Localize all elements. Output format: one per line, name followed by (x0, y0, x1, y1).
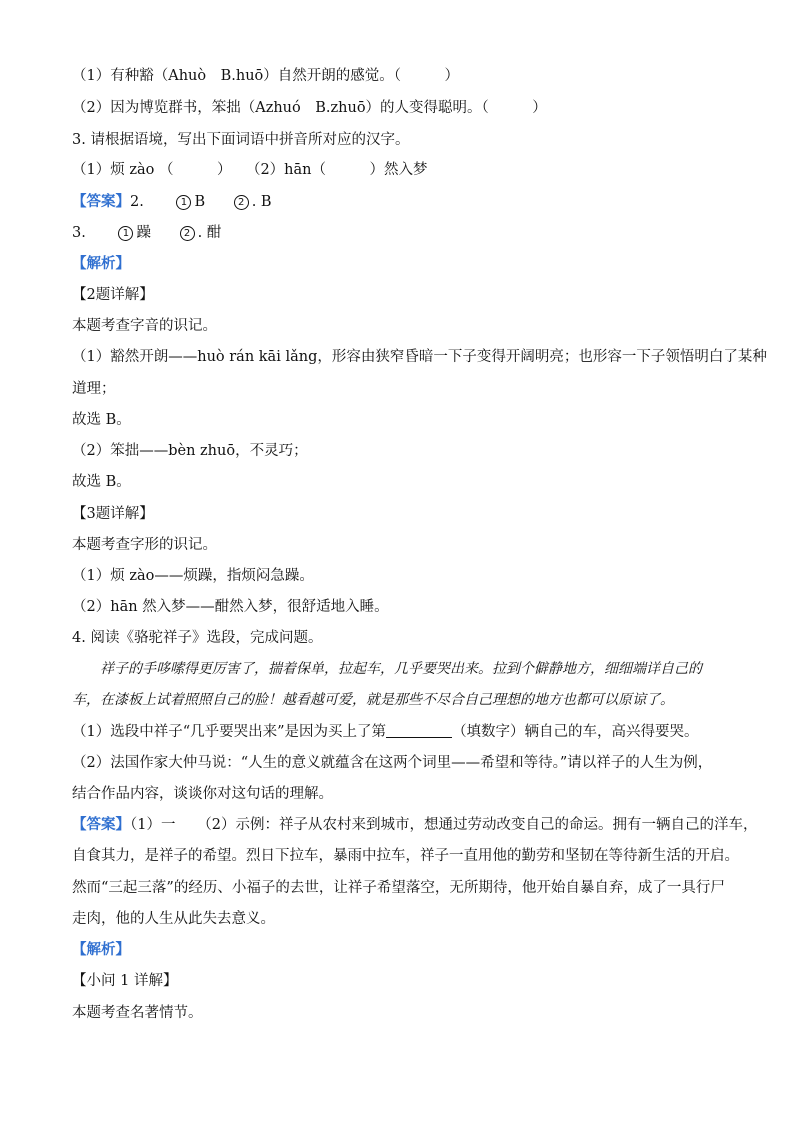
question-3-prompt: 3. 请根据语境，写出下面词语中拼音所对应的汉字。 (72, 132, 410, 148)
question-2-1: （1）有种豁（Ahuò B.huō）自然开朗的感觉。（ ） (72, 68, 460, 84)
circled-number-2: 2 (180, 226, 195, 241)
answer-tag: 【答案】 (72, 816, 130, 833)
question-4-1 (72, 722, 734, 742)
answer-3-2: . 酣 (197, 225, 222, 241)
answer-2-1: B (194, 194, 206, 210)
circled-number-2: 2 (234, 195, 249, 210)
body-line: （2）hān 然入梦——酣然入梦，很舒适地入睡。 (72, 599, 389, 615)
question-3-items: （1）烦 zào （ ） （2）hān（ ）然入梦 (72, 162, 428, 178)
answer-3-1: 躁 (136, 225, 151, 241)
answer-tag: 【答案】 (72, 193, 130, 210)
question-4-2: 结合作品内容，谈谈你对这句话的理解。 (72, 786, 333, 802)
excerpt-line: 车，在漆板上试着照照自己的脸！越看越可爱，就是那些不尽合自己理想的地方也都可以原谅了。 (72, 692, 674, 708)
answer-3-qnum: 3. (72, 225, 86, 241)
answer-4-line: （1）一 （2）示例：祥子从农村来到城市，想通过劳动改变自己的命运。拥有一辆自己的洋车， (130, 817, 758, 833)
answer-4 (72, 815, 758, 835)
answer-2-qnum: 2. (130, 194, 144, 210)
circled-number-1: 1 (176, 195, 191, 210)
question-4-2: （2）法国作家大仲马说：“人生的意义就蕴含在这两个词里——希望和等待。”请以祥子的人生为例， (72, 755, 713, 771)
answer-2 (72, 192, 734, 212)
answer-4-line: 走肉，他的人生从此失去意义。 (72, 911, 275, 927)
question-4-1-post: （填数字）辆自己的车，高兴得要哭。 (452, 724, 699, 740)
body-line: 故选 B。 (72, 412, 131, 428)
sub-1-tag: 【小问 1 详解】 (72, 973, 178, 989)
analysis-tag: 【解析】 (72, 941, 130, 958)
question-2-2: （2）因为博览群书，笨拙（Azhuó B.zhuō）的人变得聪明。（ ） (72, 100, 547, 116)
answer-2-2: . B (251, 194, 272, 210)
body-line: 本题考查名著情节。 (72, 1005, 203, 1021)
body-line: （1）烦 zào——烦躁，指烦闷急躁。 (72, 568, 314, 584)
detail-3-tag: 【3题详解】 (72, 506, 154, 522)
body-line: 道理； (72, 381, 116, 397)
body-line: 故选 B。 (72, 474, 131, 490)
answer-4-line: 然而“三起三落”的经历、小福子的去世，让祥子希望落空，无所期待，他开始自暴自弃，成了一具行尸 (72, 880, 725, 896)
analysis-tag: 【解析】 (72, 255, 130, 272)
question-4-prompt: 4. 阅读《骆驼祥子》选段，完成问题。 (72, 630, 323, 646)
question-4-1-pre: （1）选段中祥子“几乎要哭出来”是因为买上了第 (72, 724, 387, 740)
excerpt-line: 祥子的手哆嗦得更厉害了，揣着保单，拉起车，几乎要哭出来。拉到个僻静地方，细细端详自己的 (100, 661, 702, 677)
body-line: （2）笨拙——bèn zhuō，不灵巧； (72, 443, 308, 459)
circled-number-1: 1 (118, 226, 133, 241)
body-line: （1）豁然开朗——huò rán kāi lǎng，形容由狭窄昏暗一下子变得开阔明亮；也形容一下子领悟明白了某种 (72, 349, 767, 365)
body-line: 本题考查字形的识记。 (72, 537, 217, 553)
answer-4-line: 自食其力，是祥子的希望。烈日下拉车，暴雨中拉车，祥子一直用他的勤劳和坚韧在等待新生活的开启。 (72, 848, 739, 864)
fill-blank (386, 723, 452, 738)
detail-2-tag: 【2题详解】 (72, 287, 154, 303)
answer-3 (72, 223, 734, 243)
body-line: 本题考查字音的识记。 (72, 318, 217, 334)
